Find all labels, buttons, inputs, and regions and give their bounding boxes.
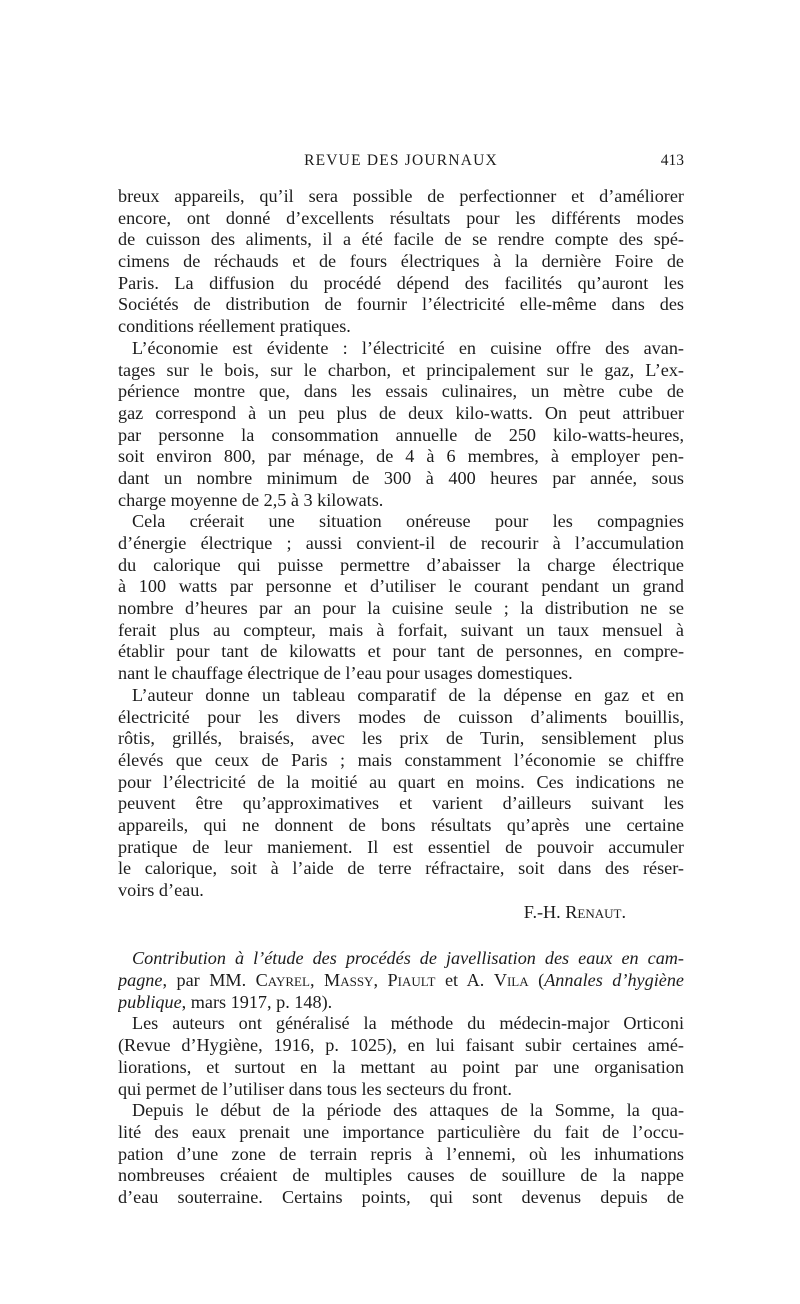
text-line: cimens de réchauds et de fours électriques à la dernière Foire de — [118, 251, 684, 272]
citation-text: et A. — [435, 970, 494, 991]
citation-author: Cayrel — [255, 970, 310, 991]
text-line: de cuisson des aliments, il a été facile de se rendre compte des spé- — [118, 229, 684, 250]
text-line: d’eau souterraine. Certains points, qui sont devenus depuis de — [118, 1186, 684, 1207]
text-line: élevés que ceux de Paris ; mais constamment l’économie se chiffre — [118, 749, 684, 770]
text-line: nant le chauffage électrique de l’eau pour usages domestiques. — [118, 663, 573, 684]
text-line: ferait plus au compteur, mais à forfait, suivant un taux mensuel à — [118, 619, 684, 640]
text-line: breux appareils, qu’il sera possible de perfectionner et d’améliorer — [118, 186, 684, 206]
article-electric-cooking — [118, 186, 684, 923]
citation-line — [118, 948, 684, 970]
text-line: qui permet de l’utiliser dans tous les secteurs du front. — [118, 1078, 512, 1099]
citation-text: , — [309, 970, 325, 991]
text-line: par personne la consommation annuelle de 250 kilo-watts-heures, — [118, 424, 684, 445]
text-line: L’économie est évidente : l’électricité en cuisine offre des avan- — [132, 337, 684, 358]
author-signature: F.-H. Renaut. — [523, 901, 626, 922]
text-line: le calorique, soit à l’aide de terre réfractaire, soit dans des réser- — [118, 858, 684, 879]
body-text — [118, 186, 684, 1209]
text-line: voirs d’eau. — [118, 880, 204, 900]
citation-text: , — [373, 970, 388, 991]
text-line: tages sur le bois, sur le charbon, et principalement sur le gaz, L’ex- — [118, 359, 684, 380]
citation-author: Massy — [324, 970, 374, 991]
citation-author: Piault — [387, 970, 436, 991]
citation-text: , par MM. — [162, 970, 256, 991]
citation-journal: Annales d’hygiène — [544, 970, 684, 991]
page-number: 413 — [660, 152, 684, 169]
text-line: nombreuses créaient de multiples causes de souillure de la nappe — [118, 1165, 684, 1186]
text-line: d’énergie électrique ; aussi convient-il de recourir à l’accumulation — [118, 533, 684, 553]
citation-line — [118, 992, 684, 1014]
text-line: nombre d’heures par an pour la cuisine seule ; la distribution ne se — [118, 598, 684, 619]
text-line: pratique de leur maniement. Il est essentiel de pouvoir accumuler — [118, 836, 684, 857]
text-line: Paris. La diffusion du procédé dépend des facilités qu’auront les — [118, 272, 684, 293]
text-line: pour l’électricité de la moitié au quart en moins. Ces indications ne — [118, 771, 684, 792]
citation-details: , mars 1917, p. 148). — [181, 991, 333, 1012]
article-separator — [118, 923, 684, 948]
citation-journal-end: publique — [118, 991, 182, 1012]
page-header — [118, 152, 684, 176]
text-line: établir pour tant de kilowatts et pour tant de personnes, en compre- — [118, 641, 684, 662]
citation-title-end: pagne — [118, 970, 163, 991]
text-line: électricité pour les divers modes de cuisson d’aliments bouillis, — [118, 706, 684, 727]
text-line: du calorique qui puisse permettre d’abaisser la charge électrique — [118, 554, 684, 575]
citation-author: Vila — [493, 970, 529, 991]
text-line: L’auteur donne un tableau comparatif de la dépense en gaz et en — [132, 684, 684, 705]
text-line: soit environ 800, par ménage, de 4 à 6 membres, à employer pen- — [118, 446, 684, 467]
article-javellisation — [118, 948, 684, 1208]
citation-line — [118, 970, 684, 992]
text-line: gaz correspond à un peu plus de deux kilo-watts. On peut attribuer — [118, 402, 684, 423]
text-line: Depuis le début de la période des attaques de la Somme, la qua- — [132, 1100, 684, 1121]
text-line: pation d’une zone de terrain repris à l’ennemi, où les inhumations — [118, 1143, 684, 1164]
text-line: conditions réellement pratiques. — [118, 316, 351, 337]
citation-text: ( — [528, 970, 545, 991]
text-line: liorations, et surtout en la mettant au point par une organisation — [118, 1056, 684, 1077]
text-line: Cela créerait une situation onéreuse pour les compagnies — [132, 511, 684, 532]
text-line: Les auteurs ont généralisé la méthode du médecin-major Orticoni — [132, 1013, 684, 1034]
text-line: Sociétés de distribution de fournir l’électricité elle-même dans des — [118, 294, 684, 315]
text-line: appareils, qui ne donnent de bons résultats qu’après une certaine — [118, 814, 684, 835]
text-line: à 100 watts par personne et d’utiliser le courant pendant un grand — [118, 576, 684, 597]
text-line: charge moyenne de 2,5 à 3 kilowats. — [118, 489, 384, 510]
text-line: peuvent être qu’approximatives et varient d’ailleurs suivant les — [118, 793, 684, 814]
text-line: rôtis, grillés, braisés, avec les prix de Turin, sensiblement plus — [118, 728, 684, 749]
text-line: (Revue d’Hygiène, 1916, p. 1025), en lui faisant subir certaines amé- — [118, 1035, 684, 1056]
text-line: dant un nombre minimum de 300 à 400 heures par année, sous — [118, 467, 684, 488]
running-title: REVUE DES JOURNAUX — [304, 152, 498, 169]
text-line: périence montre que, dans les essais culinaires, un mètre cube de — [118, 381, 684, 402]
text-line: encore, ont donné d’excellents résultats pour les différents modes — [118, 207, 684, 228]
text-line: lité des eaux prenait une importance particulière du fait de l’occu- — [118, 1121, 684, 1142]
citation-title: Contribution à l’étude des procédés de javellisation des eaux en cam- — [132, 948, 684, 969]
